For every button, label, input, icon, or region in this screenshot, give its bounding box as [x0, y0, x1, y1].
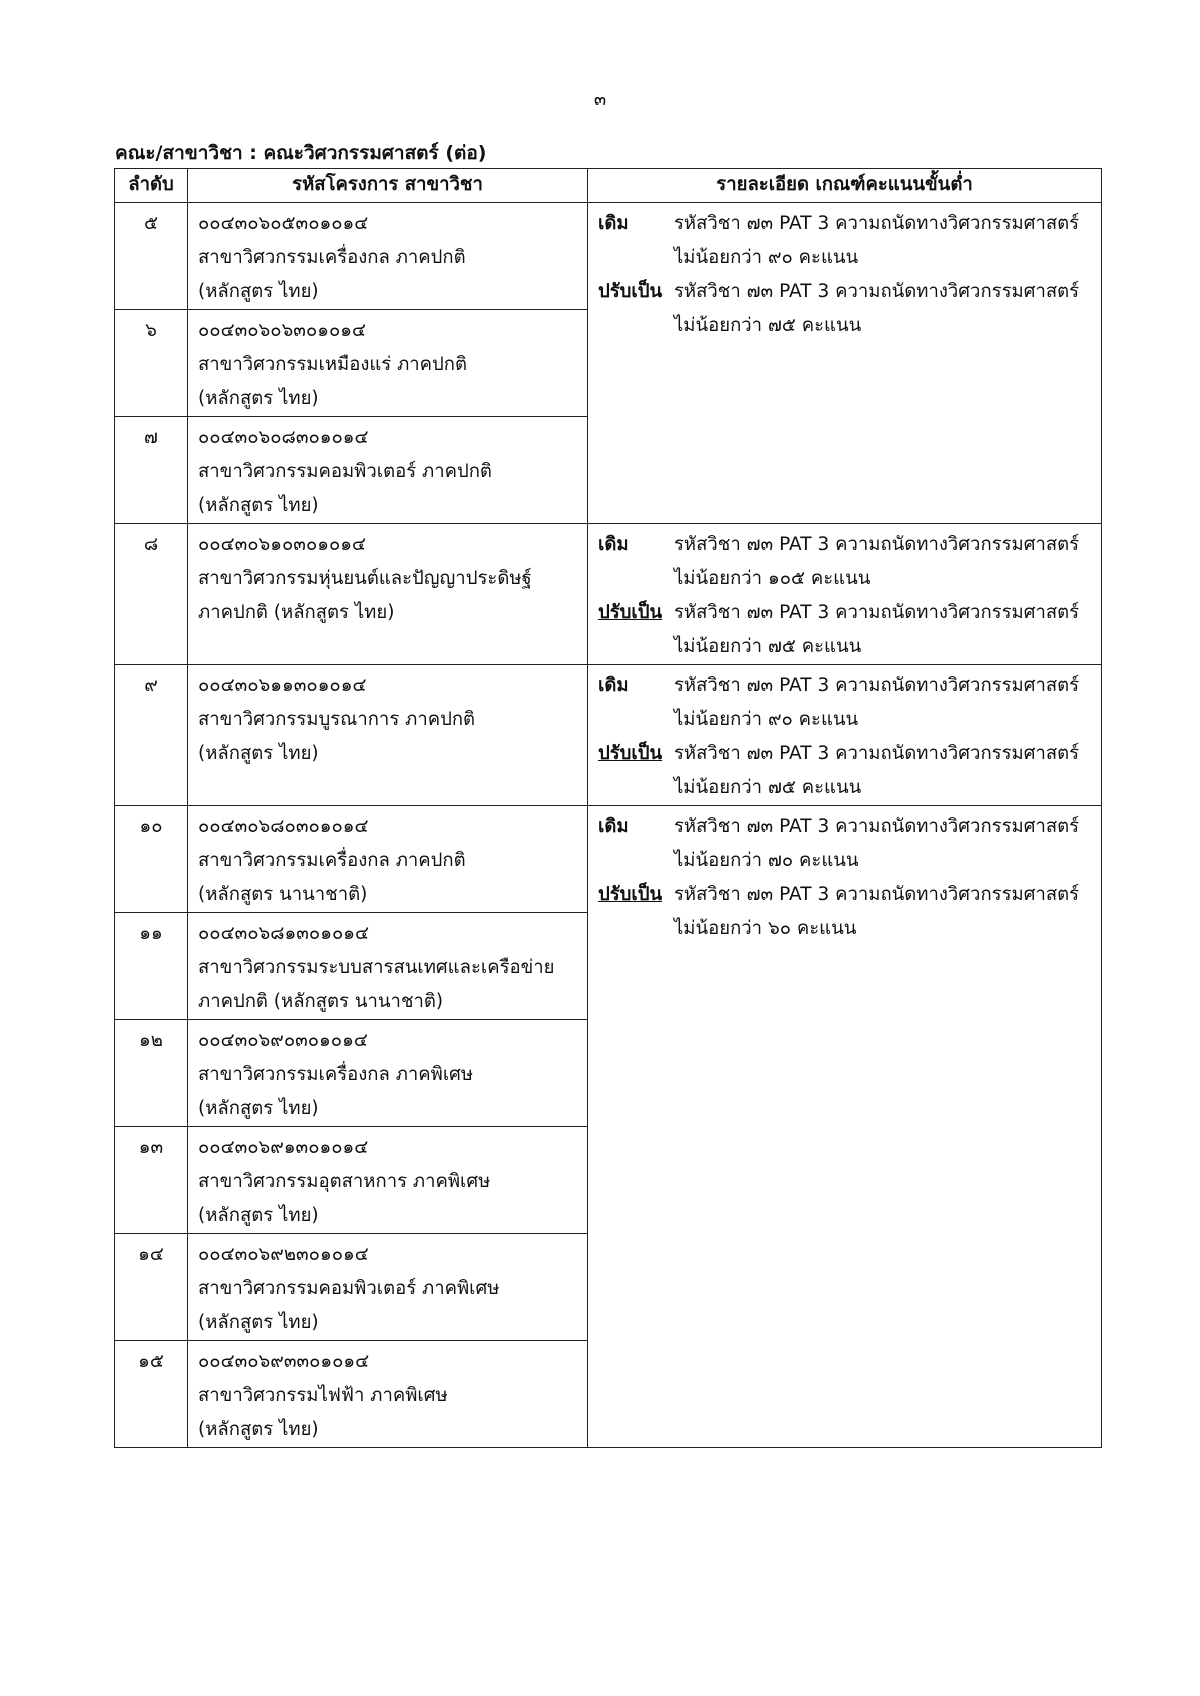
- row-number: ๗: [115, 417, 188, 524]
- section-heading: คณะ/สาขาวิชา : คณะวิศวกรรมศาสตร์ (ต่อ): [115, 142, 487, 164]
- criteria-cell: [588, 524, 1102, 665]
- new-subject: รหัสวิชา ๗๓ PAT 3 ความถนัดทางวิศวกรรมศาสตร์: [674, 743, 1080, 764]
- old-label: เดิม: [598, 213, 629, 234]
- program-code: ๐๐๔๓๐๖๐๕๓๐๑๐๑๔: [198, 213, 369, 234]
- row-number: ๑๓: [115, 1127, 188, 1234]
- program-cell: [188, 1127, 588, 1234]
- program-code: ๐๐๔๓๐๖๙๒๓๐๑๐๑๔: [198, 1244, 369, 1265]
- program-name: สาขาวิศวกรรมเหมืองแร่ ภาคปกติ: [198, 354, 468, 375]
- program-cell: [188, 524, 588, 665]
- program-name: สาขาวิศวกรรมหุ่นยนต์และปัญญาประดิษฐ์: [198, 568, 532, 589]
- old-score: ไม่น้อยกว่า ๙๐ คะแนน: [674, 709, 859, 730]
- old-score: ไม่น้อยกว่า ๑๐๕ คะแนน: [674, 568, 871, 589]
- table-row: [115, 203, 1102, 310]
- criteria-new: [598, 737, 1093, 805]
- program-track: (หลักสูตร นานาชาติ): [198, 884, 368, 905]
- criteria-old: [598, 810, 1093, 878]
- program-track: (หลักสูตร ไทย): [198, 743, 319, 764]
- new-score: ไม่น้อยกว่า ๗๕ คะแนน: [674, 777, 862, 798]
- program-code: ๐๐๔๓๐๖๐๖๓๐๑๐๑๔: [198, 320, 367, 341]
- program-cell: [188, 806, 588, 913]
- program-name: สาขาวิศวกรรมคอมพิวเตอร์ ภาคปกติ: [198, 461, 492, 482]
- program-cell: [188, 1234, 588, 1341]
- header-program: รหัสโครงการ สาขาวิชา: [188, 169, 588, 203]
- row-number: ๑๔: [115, 1234, 188, 1341]
- old-label: เดิม: [598, 816, 629, 837]
- criteria-old: [598, 528, 1093, 596]
- criteria-old: [598, 669, 1093, 737]
- old-subject: รหัสวิชา ๗๓ PAT 3 ความถนัดทางวิศวกรรมศาสตร์: [674, 816, 1080, 837]
- program-name: สาขาวิศวกรรมคอมพิวเตอร์ ภาคพิเศษ: [198, 1278, 500, 1299]
- row-number: ๕: [115, 203, 188, 310]
- program-code: ๐๐๔๓๐๖๐๘๓๐๑๐๑๔: [198, 427, 369, 448]
- new-score: ไม่น้อยกว่า ๖๐ คะแนน: [674, 918, 857, 939]
- old-subject: รหัสวิชา ๗๓ PAT 3 ความถนัดทางวิศวกรรมศาสตร์: [674, 213, 1080, 234]
- program-name: สาขาวิศวกรรมอุตสาหการ ภาคพิเศษ: [198, 1171, 491, 1192]
- program-track: (หลักสูตร ไทย): [198, 388, 319, 409]
- old-subject: รหัสวิชา ๗๓ PAT 3 ความถนัดทางวิศวกรรมศาสตร์: [674, 534, 1080, 555]
- new-subject: รหัสวิชา ๗๓ PAT 3 ความถนัดทางวิศวกรรมศาสตร์: [674, 281, 1080, 302]
- criteria-new: [598, 878, 1093, 946]
- program-code: ๐๐๔๓๐๖๘๐๓๐๑๐๑๔: [198, 816, 369, 837]
- program-cell: [188, 417, 588, 524]
- new-subject: รหัสวิชา ๗๓ PAT 3 ความถนัดทางวิศวกรรมศาสตร์: [674, 884, 1080, 905]
- old-score: ไม่น้อยกว่า ๙๐ คะแนน: [674, 247, 859, 268]
- program-cell: [188, 310, 588, 417]
- program-cell: [188, 1341, 588, 1448]
- criteria-old: [598, 207, 1093, 275]
- new-subject: รหัสวิชา ๗๓ PAT 3 ความถนัดทางวิศวกรรมศาสตร์: [674, 602, 1080, 623]
- program-track: (หลักสูตร ไทย): [198, 495, 319, 516]
- criteria-new: [598, 275, 1093, 343]
- new-label: ปรับเป็น: [598, 281, 663, 302]
- new-label: ปรับเป็น: [598, 884, 663, 905]
- old-subject: รหัสวิชา ๗๓ PAT 3 ความถนัดทางวิศวกรรมศาสตร์: [674, 675, 1080, 696]
- criteria-table: [114, 168, 1102, 1448]
- table-header-row: [115, 169, 1102, 203]
- program-code: ๐๐๔๓๐๖๙๑๓๐๑๐๑๔: [198, 1137, 369, 1158]
- program-track: (หลักสูตร ไทย): [198, 281, 319, 302]
- program-cell: [188, 665, 588, 806]
- program-name: สาขาวิศวกรรมเครื่องกล ภาคพิเศษ: [198, 1064, 474, 1085]
- criteria-cell: [588, 665, 1102, 806]
- program-code: ๐๐๔๓๐๖๑๐๓๐๑๐๑๔: [198, 534, 367, 555]
- row-number: ๑๐: [115, 806, 188, 913]
- program-cell: [188, 1020, 588, 1127]
- table-row: [115, 524, 1102, 665]
- program-cell: [188, 203, 588, 310]
- criteria-cell: [588, 203, 1102, 524]
- old-score: ไม่น้อยกว่า ๗๐ คะแนน: [674, 850, 859, 871]
- row-number: ๑๕: [115, 1341, 188, 1448]
- row-number: ๖: [115, 310, 188, 417]
- old-label: เดิม: [598, 534, 629, 555]
- program-name: สาขาวิศวกรรมไฟฟ้า ภาคพิเศษ: [198, 1385, 448, 1406]
- program-name: สาขาวิศวกรรมระบบสารสนเทศและเครือข่าย: [198, 957, 555, 978]
- program-track: ภาคปกติ (หลักสูตร นานาชาติ): [198, 991, 444, 1012]
- criteria-new: [598, 596, 1093, 664]
- program-name: สาขาวิศวกรรมบูรณาการ ภาคปกติ: [198, 709, 476, 730]
- header-criteria: รายละเอียด เกณฑ์คะแนนขั้นต่ำ: [588, 169, 1102, 203]
- old-label: เดิม: [598, 675, 629, 696]
- row-number: ๑๒: [115, 1020, 188, 1127]
- program-name: สาขาวิศวกรรมเครื่องกล ภาคปกติ: [198, 247, 466, 268]
- program-code: ๐๐๔๓๐๖๘๑๓๐๑๐๑๔: [198, 923, 369, 944]
- row-number: ๘: [115, 524, 188, 665]
- row-number: ๙: [115, 665, 188, 806]
- table-row: [115, 665, 1102, 806]
- new-label: ปรับเป็น: [598, 743, 663, 764]
- page-number: ๓: [593, 89, 607, 110]
- criteria-cell: [588, 806, 1102, 1448]
- program-track: (หลักสูตร ไทย): [198, 1205, 319, 1226]
- new-label: ปรับเป็น: [598, 602, 663, 623]
- program-track: (หลักสูตร ไทย): [198, 1419, 319, 1440]
- program-name: สาขาวิศวกรรมเครื่องกล ภาคปกติ: [198, 850, 466, 871]
- program-code: ๐๐๔๓๐๖๙๐๓๐๑๐๑๔: [198, 1030, 368, 1051]
- new-score: ไม่น้อยกว่า ๗๕ คะแนน: [674, 315, 862, 336]
- header-order: ลำดับ: [115, 169, 188, 203]
- new-score: ไม่น้อยกว่า ๗๕ คะแนน: [674, 636, 862, 657]
- row-number: ๑๑: [115, 913, 188, 1020]
- program-track: (หลักสูตร ไทย): [198, 1312, 319, 1333]
- program-track: (หลักสูตร ไทย): [198, 1098, 319, 1119]
- program-track: ภาคปกติ (หลักสูตร ไทย): [198, 602, 395, 623]
- program-cell: [188, 913, 588, 1020]
- program-code: ๐๐๔๓๐๖๙๓๓๐๑๐๑๔: [198, 1351, 370, 1372]
- program-code: ๐๐๔๓๐๖๑๑๓๐๑๐๑๔: [198, 675, 367, 696]
- table-row: [115, 806, 1102, 913]
